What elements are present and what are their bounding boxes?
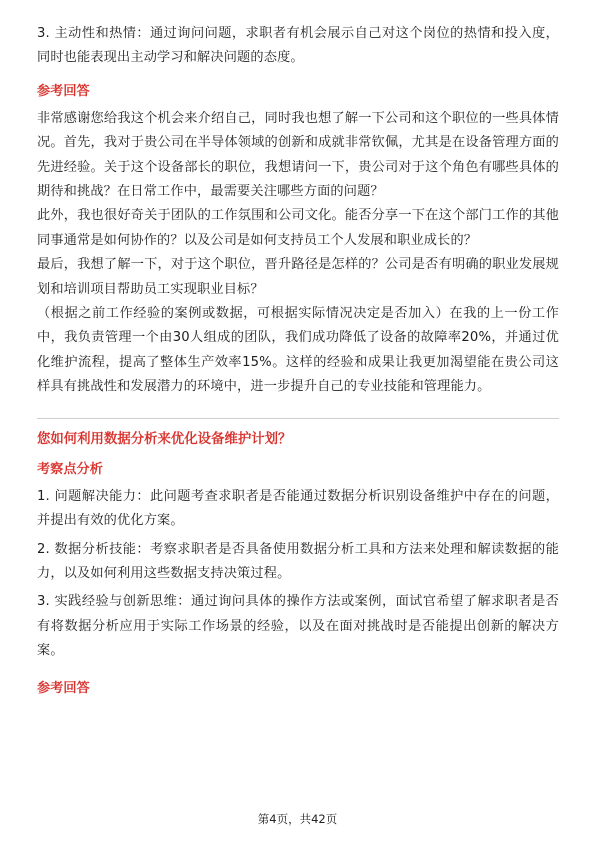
- answer-paragraph-2: 此外，我也很好奇关于团队的工作氛围和公司文化。能否分享一下在这个部门工作的其他同事通常是如何协作的？以及公司是如何支持员工个人发展和职业成长的？: [37, 208, 559, 248]
- page-number: 第4页，共42页: [257, 812, 338, 826]
- reference-answer-heading: 参考回答: [37, 83, 90, 99]
- page-content: [37, 22, 559, 700]
- analysis-point-2: 2. 数据分析技能：考察求职者是否具备使用数据分析工具和方法来处理和解读数据的能力，以及如何利用这些数据支持决策过程。: [37, 541, 559, 581]
- question-title: 您如何利用数据分析来优化设备维护计划？: [37, 431, 292, 447]
- analysis-point-1: 1. 问题解决能力：此问题考查求职者是否能通过数据分析识别设备维护中存在的问题，并提出有效的优化方案。: [37, 488, 559, 529]
- reference-answer-heading-2: 参考回答: [37, 680, 90, 696]
- section-divider: [37, 418, 559, 419]
- answer-paragraph-1: 非常感谢您给我这个机会来介绍自己，同时我也想了解一下公司和这个职位的一些具体情况。首先，我对于贵公司在半导体领域的创新和成就非常钦佩，尤其是在设备管理方面的先进经验。关于这个设备部长的职位，我想请问一下，贵公司对于这个角色有哪些具体的期待和挑战？在日常工作中，最需要关注哪些方面的问题？: [37, 110, 559, 200]
- answer-paragraph-4: （根据之前工作经验的案例或数据，可根据实际情况决定是否加入）在我的上一份工作中，我负责管理一个由30人组成的团队，我们成功降低了设备的故障率20%，并通过优化维护流程，提高了整体生产效率15%。这样的经验和成果让我更加渴望能在贵公司这样具有挑战性和发展潜力的环境中，进一步提升自己的专业技能和管理能力。: [37, 306, 559, 395]
- analysis-heading: 考察点分析: [37, 461, 103, 477]
- previous-point-3: 3. 主动性和热情：通过询问问题，求职者有机会展示自己对这个岗位的热情和投入度，同时也能表现出主动学习和解决问题的态度。: [37, 26, 559, 66]
- analysis-point-3: 3. 实践经验与创新思维：通过询问具体的操作方法或案例，面试官希望了解求职者是否有将数据分析应用于实际工作场景的经验，以及在面对挑战时是否能提出创新的解决方案。: [37, 594, 559, 659]
- answer-paragraph-3: 最后，我想了解一下，对于这个职位，晋升路径是怎样的？公司是否有明确的职业发展规划和培训项目帮助员工实现职业目标？: [37, 257, 559, 297]
